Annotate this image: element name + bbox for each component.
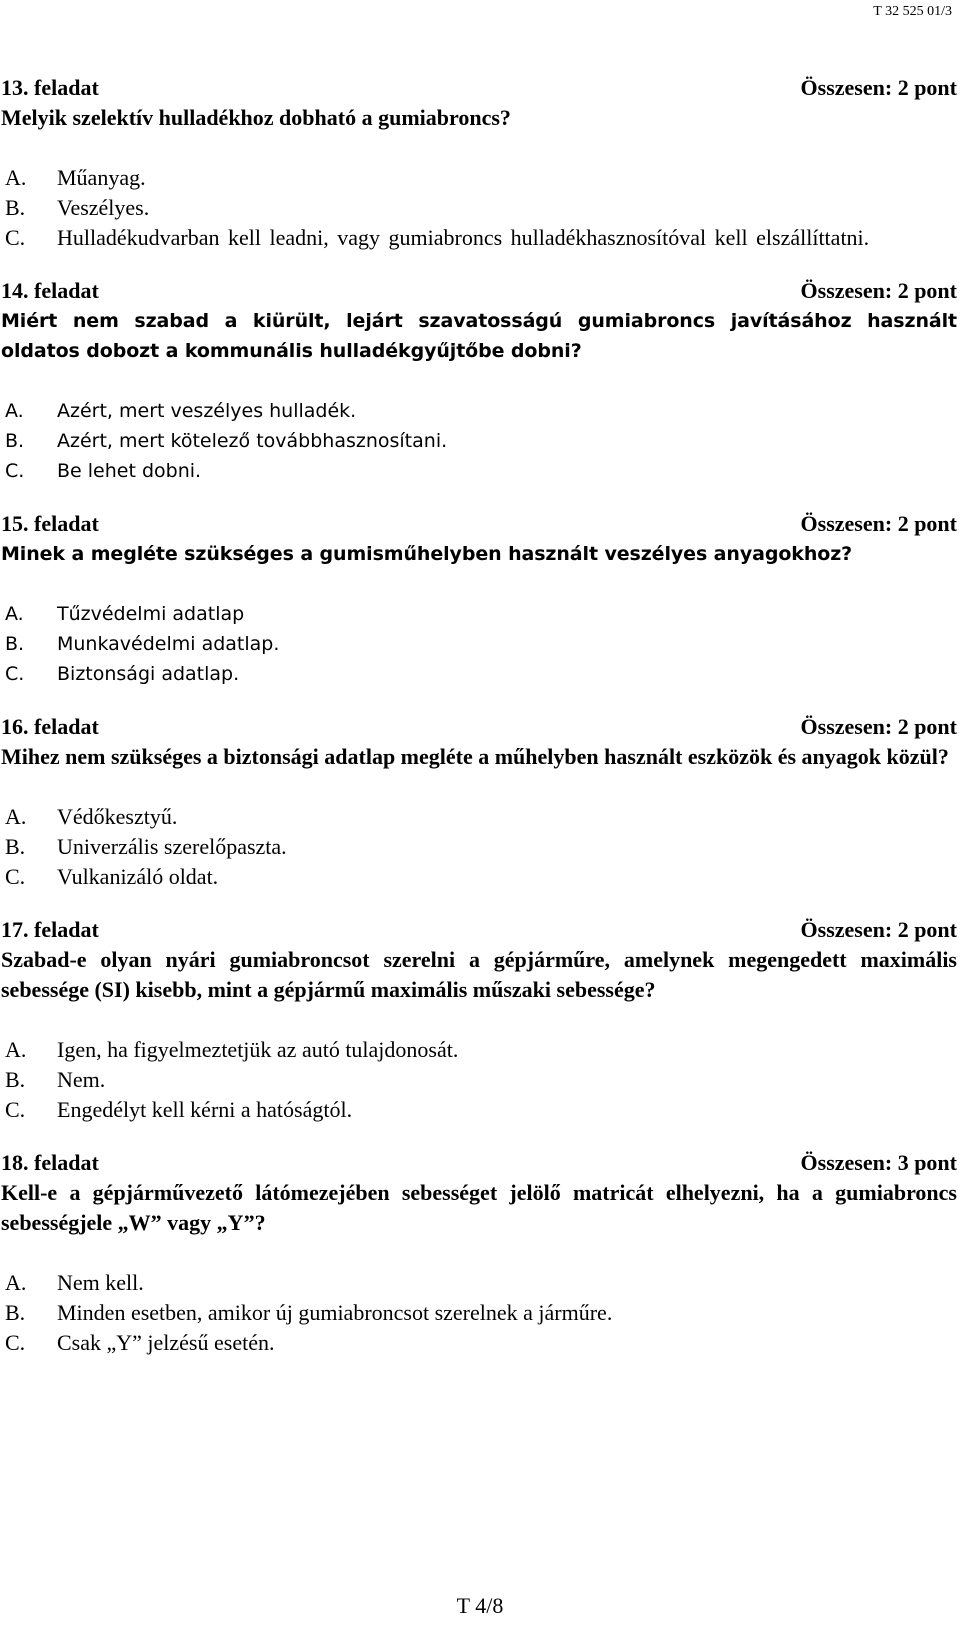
task-points: Összesen: 3 pont [800, 1150, 957, 1175]
option-text: Univerzális szerelőpaszta. [57, 834, 287, 859]
task-question: Mihez nem szükséges a biztonsági adatlap megléte a műhelyben használt eszközök és anyagok közül? [1, 744, 949, 769]
task-question: Minek a megléte szükséges a gumisműhelyben használt veszélyes anyagokhoz? [1, 543, 853, 565]
option-letter: B. [5, 633, 25, 655]
answer-option-a [1, 1268, 957, 1298]
option-text: Műanyag. [57, 165, 146, 190]
option-text: Védőkesztyű. [57, 804, 178, 829]
option-letter: A. [5, 804, 27, 829]
task-17 [1, 915, 957, 1125]
option-text: Nem. [57, 1067, 106, 1092]
task-15 [1, 509, 957, 689]
option-text: Veszélyes. [57, 195, 150, 220]
task-question: Miért nem szabad a kiürült, lejárt szavatosságú gumiabroncs javításához használt oldatos dobozt a kommunális hulladékgyűjtőbe dobni? [1, 310, 957, 362]
task-18 [1, 1148, 957, 1358]
answer-option-c [1, 223, 957, 253]
task-points: Összesen: 2 pont [800, 511, 957, 536]
option-text: Be lehet dobni. [57, 460, 202, 482]
option-letter: C. [5, 225, 26, 250]
task-header [1, 276, 957, 306]
answer-option-c [1, 1328, 957, 1358]
task-points: Összesen: 2 pont [800, 714, 957, 739]
task-title: 14. feladat [1, 278, 99, 303]
option-letter: A. [5, 400, 24, 422]
answer-options [1, 396, 957, 486]
task-header [1, 73, 957, 103]
answer-option-b [1, 1298, 957, 1328]
option-letter: A. [5, 1037, 27, 1062]
task-title: 15. feladat [1, 511, 99, 536]
answer-options [1, 802, 957, 892]
answer-option-b [1, 426, 957, 456]
option-letter: A. [5, 1270, 27, 1295]
option-text: Igen, ha figyelmeztetjük az autó tulajdonosát. [57, 1037, 459, 1062]
answer-option-b [1, 629, 957, 659]
option-text: Hulladékudvarban kell leadni, vagy gumiabroncs hulladékhasznosítóval kell elszállíttatni. [57, 225, 870, 250]
task-title: 16. feladat [1, 714, 99, 739]
task-points: Összesen: 2 pont [800, 917, 957, 942]
option-letter: B. [5, 195, 26, 220]
answer-option-b [1, 1065, 957, 1095]
option-text: Minden esetben, amikor új gumiabroncsot szerelnek a járműre. [57, 1300, 613, 1325]
task-header [1, 712, 957, 742]
task-points: Összesen: 2 pont [800, 75, 957, 100]
answer-option-a [1, 396, 957, 426]
option-text: Munkavédelmi adatlap. [57, 633, 280, 655]
answer-option-c [1, 659, 957, 689]
answer-option-a [1, 1035, 957, 1065]
option-letter: C. [5, 1330, 26, 1355]
answer-options [1, 1268, 957, 1358]
answer-option-b [1, 832, 957, 862]
answer-option-a [1, 599, 957, 629]
option-text: Csak „Y” jelzésű esetén. [57, 1330, 275, 1355]
option-letter: C. [5, 460, 25, 482]
task-question: Kell-e a gépjárművezető látómezejében sebességet jelölő matricát elhelyezni, ha a gumiabroncs sebességjele „W” vagy „Y”? [1, 1180, 957, 1235]
task-title: 18. feladat [1, 1150, 99, 1175]
task-header [1, 915, 957, 945]
task-header [1, 509, 957, 539]
option-letter: B. [5, 1067, 26, 1092]
answer-option-c [1, 862, 957, 892]
task-question: Szabad-e olyan nyári gumiabroncsot szerelni a gépjárműre, amelynek megengedett maximális sebessége (SI) kisebb, mint a gépjármű maximális műszaki sebessége? [1, 947, 957, 1002]
task-13 [1, 73, 957, 253]
answer-option-b [1, 193, 957, 223]
option-text: Biztonsági adatlap. [57, 663, 240, 685]
task-title: 13. feladat [1, 75, 99, 100]
answer-option-c [1, 456, 957, 486]
option-letter: B. [5, 1300, 26, 1325]
option-letter: A. [5, 165, 27, 190]
option-text: Nem kell. [57, 1270, 144, 1295]
task-14 [1, 276, 957, 486]
answer-option-a [1, 163, 957, 193]
option-text: Tűzvédelmi adatlap [57, 603, 245, 625]
option-letter: C. [5, 864, 26, 889]
option-letter: B. [5, 430, 25, 452]
option-text: Vulkanizáló oldat. [57, 864, 219, 889]
task-16 [1, 712, 957, 892]
option-text: Engedélyt kell kérni a hatóságtól. [57, 1097, 353, 1122]
option-letter: A. [5, 603, 24, 625]
option-letter: C. [5, 1097, 26, 1122]
answer-options [1, 163, 957, 253]
task-points: Összesen: 2 pont [800, 278, 957, 303]
answer-option-a [1, 802, 957, 832]
option-letter: C. [5, 663, 25, 685]
page-number: T 4/8 [456, 1593, 504, 1618]
task-title: 17. feladat [1, 917, 99, 942]
answer-option-c [1, 1095, 957, 1125]
task-question: Melyik szelektív hulladékhoz dobható a gumiabroncs? [1, 105, 511, 130]
option-text: Azért, mert kötelező továbbhasznosítani. [57, 430, 448, 452]
option-letter: B. [5, 834, 26, 859]
document-code: T 32 525 01/3 [873, 4, 952, 19]
task-list [1, 73, 957, 1381]
option-text: Azért, mert veszélyes hulladék. [57, 400, 357, 422]
task-header [1, 1148, 957, 1178]
answer-options [1, 1035, 957, 1125]
answer-options [1, 599, 957, 689]
